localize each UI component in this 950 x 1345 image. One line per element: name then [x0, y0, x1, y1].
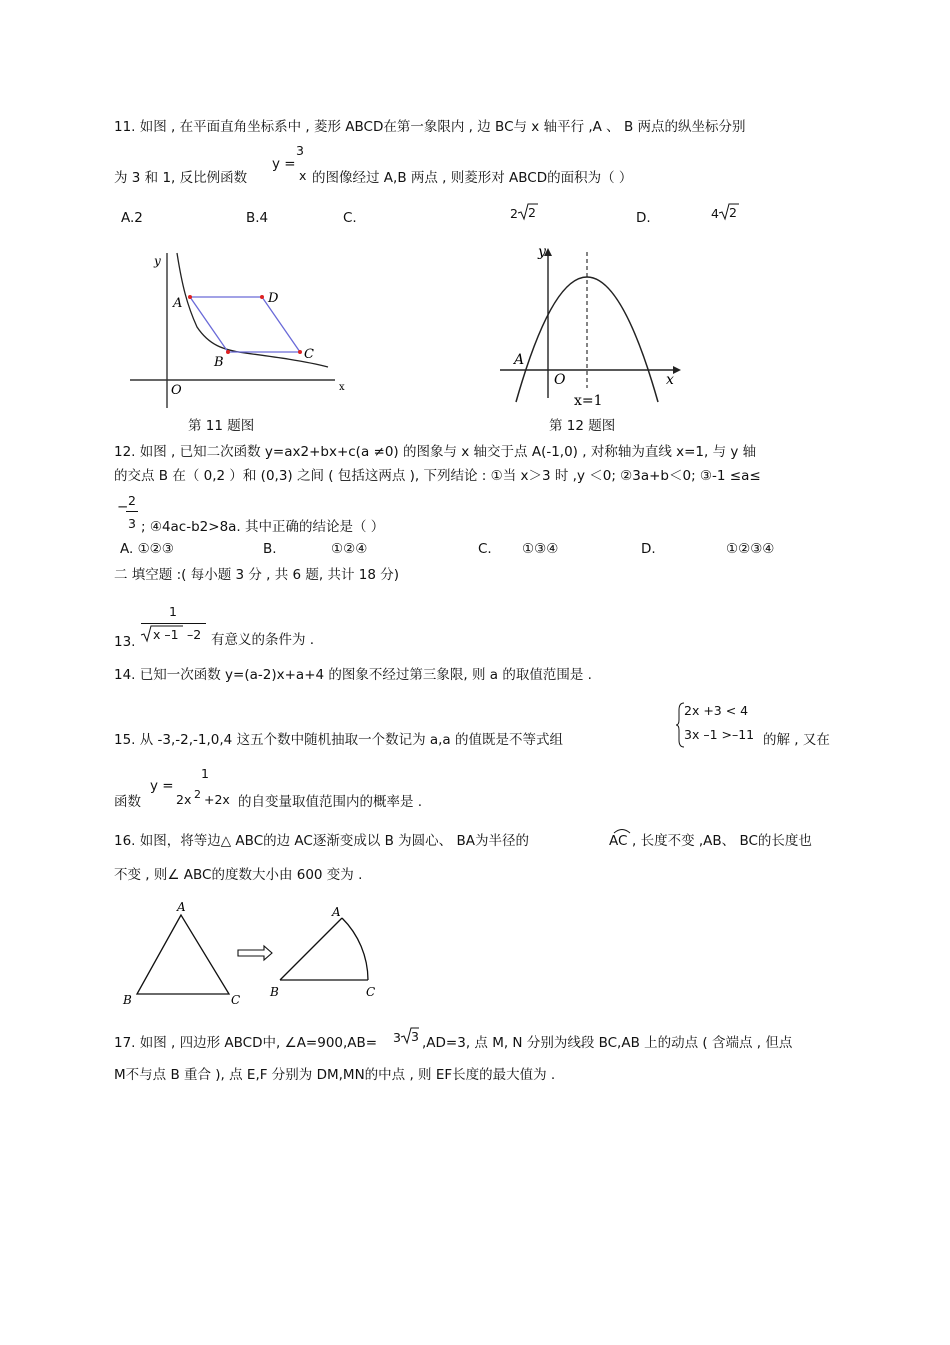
q16-label-a1: A — [177, 900, 186, 914]
q15-func-numerator: 1 — [201, 766, 209, 781]
q13-number: 13. — [114, 634, 136, 650]
q12-line2: 的交点 B 在（ 0,2 ）和 (0,3) 之间 ( 包括这两点 ), 下列结论 : ①当 x＞3 时 ,y ＜0; ②3a+b＜0; ③-1 ≤a≤ — [114, 468, 761, 484]
q12-option-d-value: ①②③④ — [726, 541, 775, 557]
q16-line2: 不变 , 则∠ ABC的度数大小由 600 变为 . — [114, 867, 363, 883]
q12-label-o: O — [554, 372, 566, 388]
q15-line2-end: 的自变量取值范围内的概率是 . — [238, 794, 423, 810]
q11-option-d-coef: 4 — [711, 206, 719, 221]
q13-text: 有意义的条件为 . — [211, 632, 315, 648]
q12-label-axis: x=1 — [574, 393, 603, 409]
q11-label-a: A — [173, 296, 183, 311]
q12-option-b: B. — [263, 541, 277, 557]
q11-label-x: x — [339, 382, 345, 393]
q11-option-d: D. — [636, 210, 651, 226]
q11-point-a — [188, 295, 192, 299]
section-fill-in-blank-heading: 二 填空题 :( 每小题 3 分 , 共 6 题, 共计 18 分) — [114, 567, 400, 583]
q16-equilateral-triangle — [137, 915, 229, 994]
q11-line2-end: 的图像经过 A,B 两点 , 则菱形对 ABCD的面积为（ ） — [312, 170, 633, 186]
q11-point-b — [226, 350, 230, 354]
q11-func-denominator: x — [299, 168, 307, 183]
q11-label-d: D — [268, 291, 279, 306]
q16-arrow-icon — [238, 946, 272, 960]
q12-figure — [498, 240, 698, 410]
q16-label-b1: B — [123, 993, 132, 1007]
q12-label-y: y — [538, 244, 546, 260]
q11-option-c-radicand: 2 — [528, 205, 536, 220]
q15-inequality-2: 3x –1 >–11 — [684, 727, 755, 742]
q11-label-b: B — [214, 355, 224, 370]
q15-inequality-1: 2x +3 < 4 — [684, 703, 749, 718]
q16-arc-label: AC — [609, 833, 628, 849]
q16-label-b2: B — [270, 985, 279, 999]
q11-option-c: C. — [343, 210, 357, 226]
q17-line1-end: ,AD=3, 点 M, N 分别为线段 BC,AB 上的动点 ( 含端点 , 但点 — [422, 1035, 793, 1051]
q12-label-a: A — [514, 352, 525, 368]
q12-frac-denominator: 3 — [128, 516, 136, 531]
q11-label-c: C — [304, 347, 314, 362]
q16-figure — [118, 900, 388, 1010]
q11-line1: 11. 如图 , 在平面直角坐标系中 , 菱形 ABCD在第一象限内 , 边 BC与 x 轴平行 ,A 、 B 两点的纵坐标分别 — [114, 119, 746, 135]
q13-radicand: x –1 — [153, 627, 179, 642]
q16-segment-ba — [280, 918, 342, 980]
q11-option-d-radicand: 2 — [729, 205, 737, 220]
q15-line2-start: 函数 — [114, 794, 141, 810]
q12-frac-numerator: 2 — [128, 493, 136, 508]
q12-x-arrow — [673, 366, 681, 374]
q12-line3: ; ④4ac-b2>8a. 其中正确的结论是（ ） — [141, 519, 385, 535]
q13-frac-bar — [141, 623, 206, 624]
q12-option-b-value: ①②④ — [331, 541, 368, 557]
q11-caption: 第 11 题图 — [188, 418, 255, 434]
q16-label-c2: C — [366, 985, 376, 999]
q16-line1-end: , 长度不变 ,AB、 BC的长度也 — [632, 833, 812, 849]
q16-label-c1: C — [231, 993, 241, 1007]
q12-option-d: D. — [641, 541, 656, 557]
q11-func-numerator: 3 — [296, 143, 304, 158]
q11-func-y: y = — [272, 156, 296, 172]
q11-option-c-coef: 2 — [510, 206, 518, 221]
q14-text: 14. 已知一次函数 y=(a-2)x+a+4 的图象不经过第三象限, 则 a 的取值范围是 . — [114, 667, 592, 683]
q11-label-o: O — [171, 383, 182, 398]
q12-line1: 12. 如图 , 已知二次函数 y=ax2+bx+c(a ≠0) 的图象与 x 轴交于点 A(-1,0) , 对称轴为直线 x=1, 与 y 轴 — [114, 444, 757, 460]
q15-func-exponent: 2 — [194, 788, 201, 801]
q17-line2: M不与点 B 重合 ), 点 E,F 分别为 DM,MN的中点 , 则 EF长度的最大值为 . — [114, 1067, 556, 1083]
q12-option-c: C. — [478, 541, 492, 557]
q16-label-a2: A — [332, 905, 341, 919]
q12-caption: 第 12 题图 — [549, 418, 616, 434]
q12-label-x: x — [666, 372, 674, 388]
q13-minus-two: –2 — [187, 627, 202, 642]
q11-point-c — [298, 350, 302, 354]
q12-frac-bar — [126, 511, 138, 512]
q11-option-a: A.2 — [121, 210, 143, 226]
q15-func-denominator-b: +2x — [204, 792, 230, 807]
q11-label-y: y — [154, 254, 161, 268]
q13-frac-numerator: 1 — [169, 604, 177, 619]
q11-rhombus — [190, 297, 300, 352]
q11-figure — [125, 245, 355, 415]
q15-line1: 15. 从 -3,-2,-1,0,4 这五个数中随机抽取一个数记为 a,a 的值既是不等式组 — [114, 732, 563, 748]
q15-func-denominator-a: 2x — [176, 792, 192, 807]
q15-line1-end: 的解 , 又在 — [763, 732, 830, 748]
q11-line2-start: 为 3 和 1, 反比例函数 — [114, 170, 248, 186]
q17-ab-radicand: 3 — [411, 1029, 419, 1044]
q16-arc-ac — [342, 918, 368, 980]
q15-func-y: y = — [150, 778, 174, 794]
q17-line1-start: 17. 如图 , 四边形 ABCD中, ∠A=900,AB= — [114, 1035, 378, 1051]
q12-option-c-value: ①③④ — [522, 541, 559, 557]
q11-option-b: B.4 — [246, 210, 269, 226]
q11-point-d — [260, 295, 264, 299]
q12-option-a: A. ①②③ — [120, 541, 174, 557]
q16-line1-start: 16. 如图，将等边△ ABC的边 AC逐渐变成以 B 为圆心、 BA为半径的 — [114, 833, 529, 849]
q12-frac-sign: − — [117, 499, 129, 515]
q17-ab-coef: 3 — [393, 1030, 401, 1045]
